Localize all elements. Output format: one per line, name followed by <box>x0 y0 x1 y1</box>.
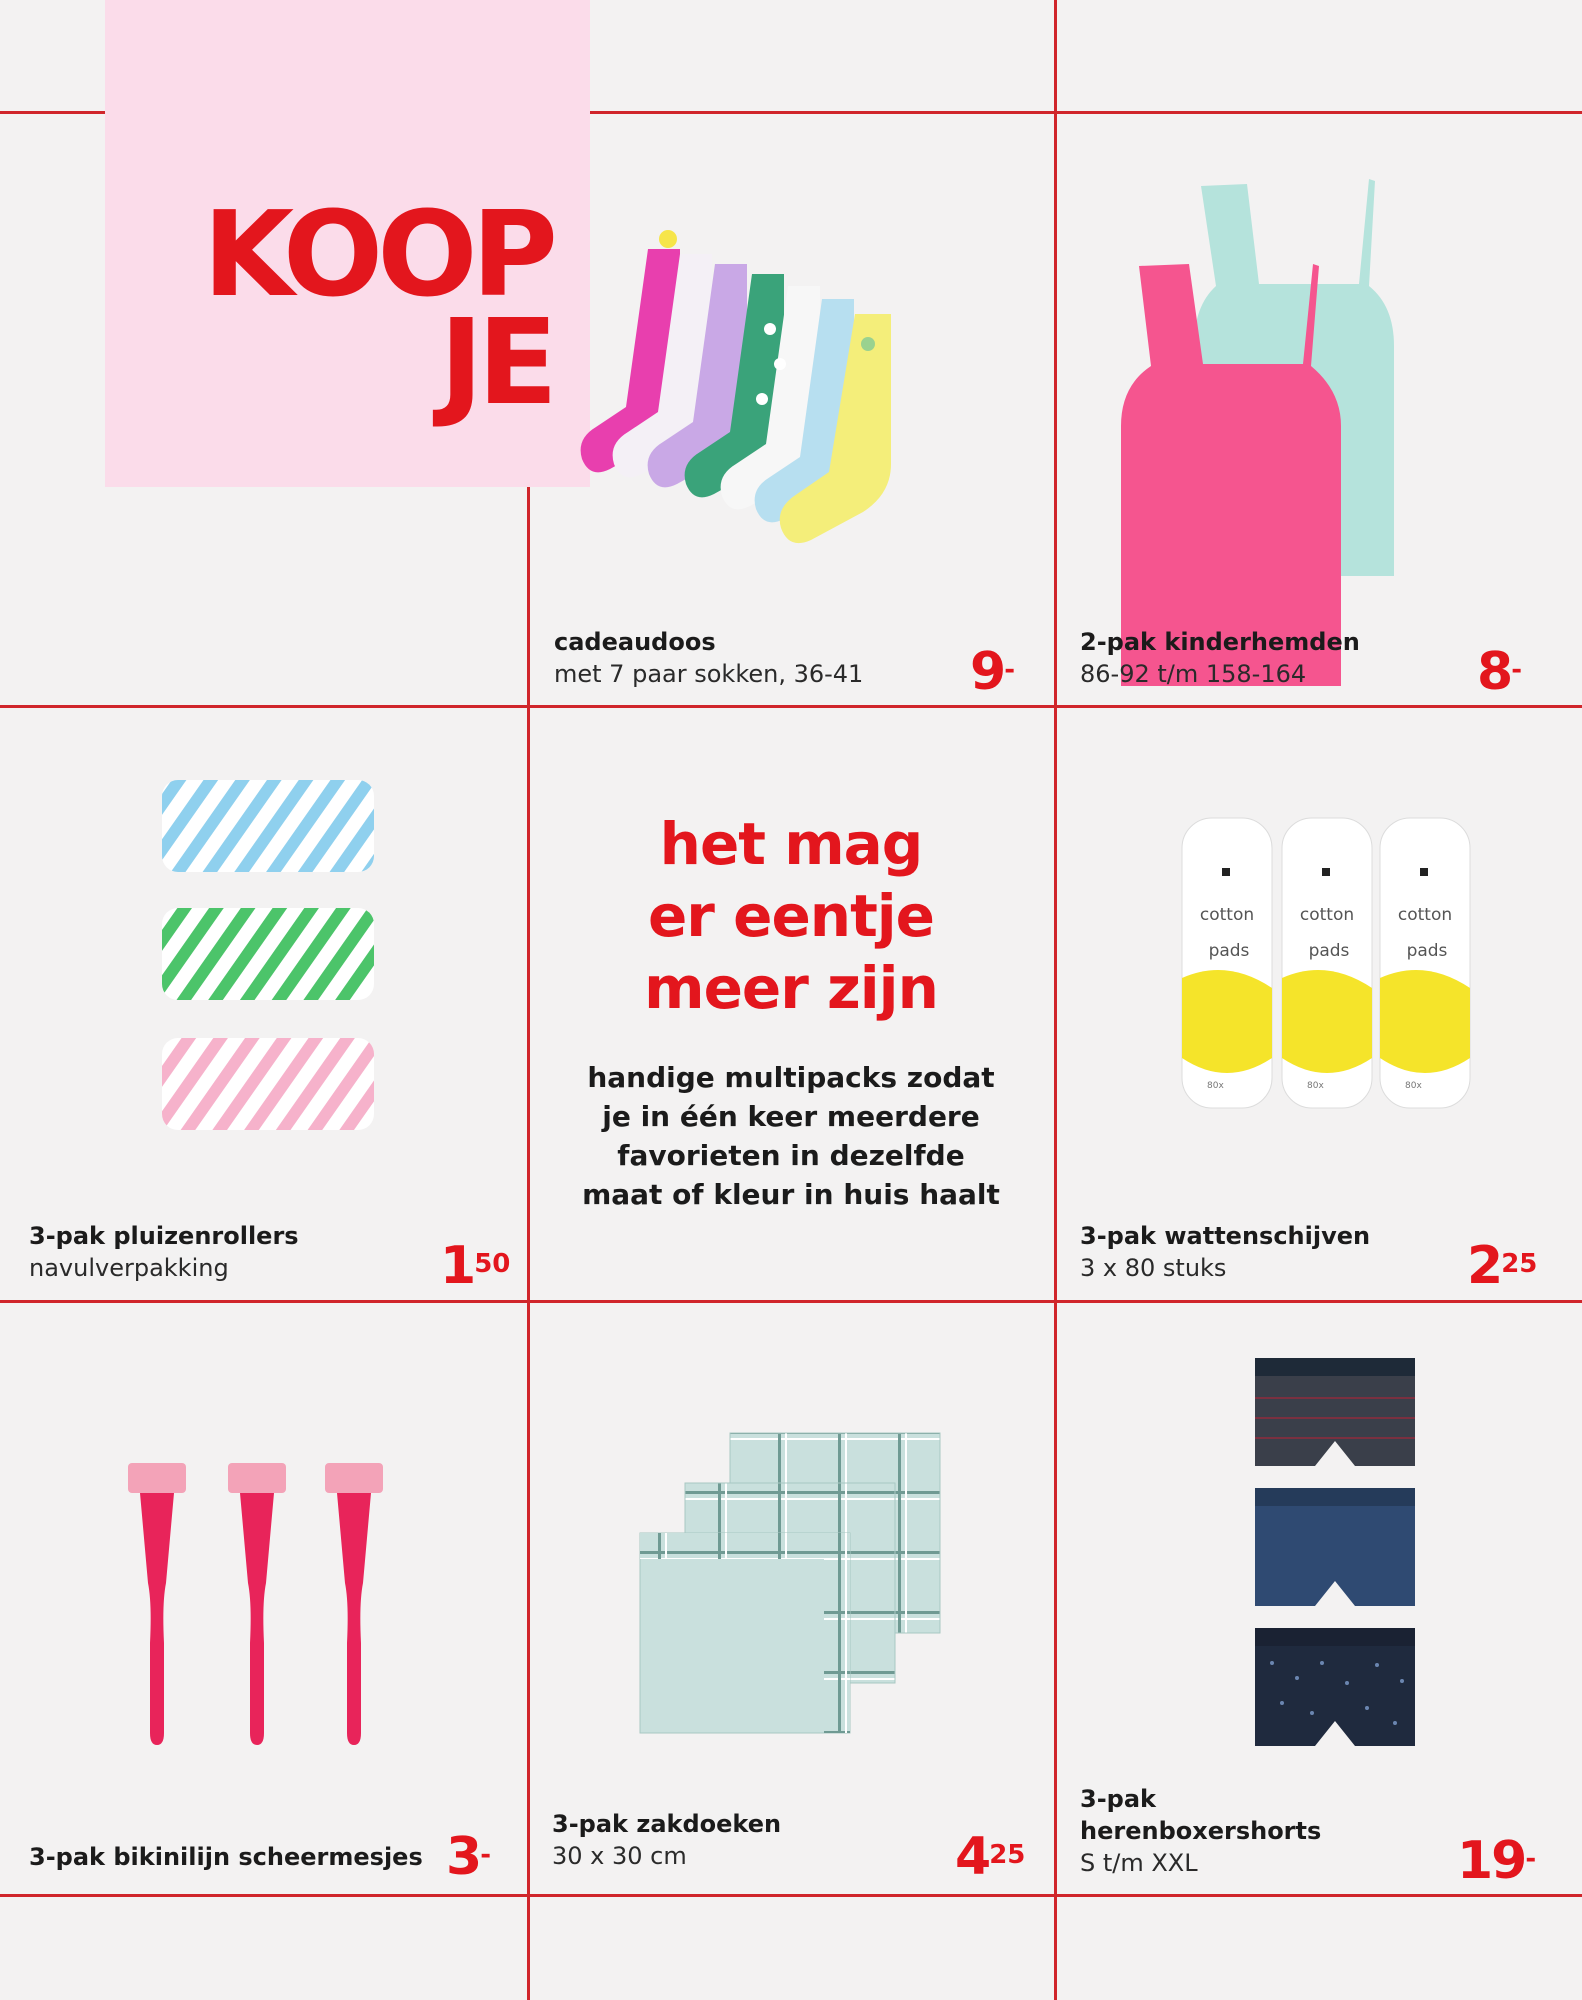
product-name: 3-pak pluizenrollers <box>29 1222 299 1250</box>
product-description: 3 x 80 stuks <box>1080 1254 1227 1282</box>
cotton-pads-icon <box>1057 708 1582 1300</box>
product-card-cotton-pads[interactable] <box>1057 708 1582 1300</box>
promo-body-line: handige multipacks zodat <box>587 1061 995 1094</box>
product-card-socks[interactable] <box>530 114 1054 705</box>
product-price <box>1477 642 1522 702</box>
handkerchief-icon <box>530 1303 1054 1894</box>
price-main: 4 <box>955 1827 990 1887</box>
razor-icon <box>0 1303 527 1894</box>
pack-count: 80x <box>1307 1081 1324 1091</box>
socks-icon <box>530 114 1054 705</box>
pack-label: cotton <box>1397 905 1453 925</box>
price-main: 19 <box>1457 1831 1526 1891</box>
pack-label: cotton <box>1299 905 1355 925</box>
grid-line <box>0 1894 1582 1897</box>
promo-title-line: meer zijn <box>644 954 938 1022</box>
product-name: cadeaudoos <box>554 628 716 656</box>
price-sup: - <box>480 1840 491 1870</box>
promo-title-line: het mag <box>659 810 923 878</box>
price-main: 8 <box>1477 642 1512 702</box>
pack-count: 80x <box>1405 1081 1422 1091</box>
lint-roller-icon <box>0 708 527 1300</box>
price-sup: - <box>1004 655 1015 685</box>
hero-title <box>202 185 552 431</box>
product-description: 86-92 t/m 158-164 <box>1080 660 1307 688</box>
product-description: 30 x 30 cm <box>552 1842 687 1870</box>
price-main: 9 <box>970 642 1005 702</box>
product-description: S t/m XXL <box>1080 1849 1198 1877</box>
price-sup: 50 <box>474 1249 511 1279</box>
product-price <box>955 1827 1026 1887</box>
product-price <box>970 642 1015 702</box>
product-card-razors[interactable] <box>0 1303 527 1894</box>
pack-label: pads <box>1308 941 1350 961</box>
promo-body <box>540 1058 1042 1214</box>
pack-count: 80x <box>1207 1081 1224 1091</box>
product-price <box>1457 1831 1537 1891</box>
price-sup: - <box>1525 1844 1537 1874</box>
product-name: 2-pak kinderhemden <box>1080 628 1360 656</box>
product-name-line: herenboxershorts <box>1080 1817 1322 1845</box>
product-price <box>1467 1236 1538 1296</box>
promo-body-line: favorieten in dezelfde <box>617 1139 965 1172</box>
tank-top-icon <box>1057 114 1582 705</box>
product-card-handkerchiefs[interactable] <box>530 1303 1054 1894</box>
product-name-line: 3-pak <box>1080 1785 1156 1813</box>
promo-body-line: je in één keer meerdere <box>602 1100 980 1133</box>
pack-label: pads <box>1406 941 1448 961</box>
price-main: 3 <box>446 1827 481 1887</box>
promo-body-line: maat of kleur in huis haalt <box>582 1178 1000 1211</box>
product-name: 3-pak wattenschijven <box>1080 1222 1371 1250</box>
hero-line-1: KOOP <box>202 185 552 323</box>
product-price <box>446 1827 491 1887</box>
product-description: navulverpakking <box>29 1254 229 1282</box>
price-main: 1 <box>440 1236 475 1296</box>
product-name: 3-pak bikinilijn scheermesjes <box>29 1843 423 1871</box>
price-sup: 25 <box>1501 1249 1538 1279</box>
price-main: 2 <box>1467 1236 1502 1296</box>
hero-line-2: JE <box>439 293 552 431</box>
pack-label: cotton <box>1199 905 1255 925</box>
product-name <box>1080 1783 1321 1847</box>
promo-title-line: er eentje <box>647 882 935 950</box>
product-name: 3-pak zakdoeken <box>552 1810 782 1838</box>
hero-banner <box>105 0 590 487</box>
product-card-tank-tops[interactable] <box>1057 114 1582 705</box>
product-card-boxer-shorts[interactable] <box>1057 1303 1582 1894</box>
pack-label: pads <box>1208 941 1250 961</box>
product-price <box>440 1236 511 1296</box>
product-description: met 7 paar sokken, 36-41 <box>554 660 864 688</box>
price-sup: - <box>1511 655 1522 685</box>
product-card-lint-rollers[interactable] <box>0 708 527 1300</box>
price-sup: 25 <box>989 1840 1026 1870</box>
promo-title <box>528 808 1054 1024</box>
